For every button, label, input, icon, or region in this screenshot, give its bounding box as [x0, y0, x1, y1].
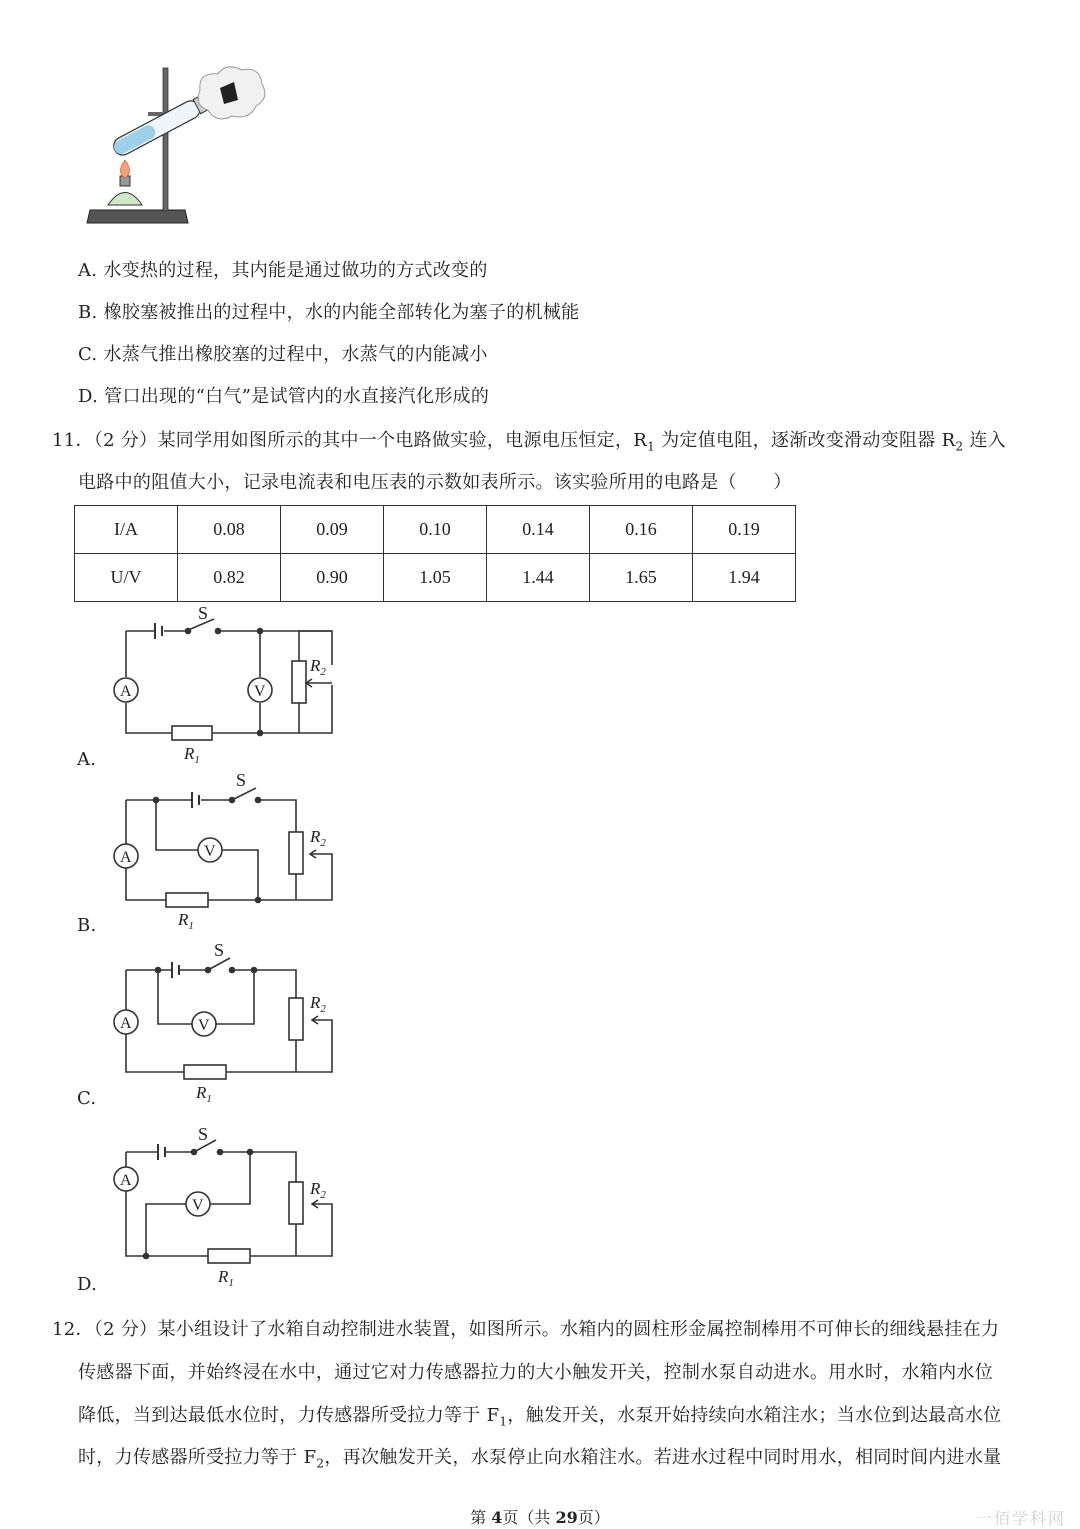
q12-text: 时，力传感器所受拉力等于 F [78, 1447, 317, 1468]
q12-stem-line-1: 12．（2 分）某小组设计了水箱自动控制进水装置，如图所示。水箱内的圆柱形金属控制棒用不可伸长的细线悬挂在力 [52, 1319, 1000, 1340]
page-footer [0, 1505, 1080, 1528]
q12-stem-line-3 [78, 1404, 1001, 1434]
option-c-label: C. [77, 1088, 97, 1109]
option-letter: A. [78, 260, 98, 281]
q10-option-b [78, 301, 579, 325]
r1-label: $R_1$ [178, 910, 194, 932]
r1-label: $R_1$ [184, 744, 200, 766]
table-cell: 0.90 [281, 554, 384, 602]
q11-stem-line-2: 电路中的阻值大小，记录电流表和电压表的示数如表所示。该实验所用的电路是（ ） [78, 472, 792, 493]
table-cell: 0.08 [178, 506, 281, 554]
subscript: 2 [316, 1456, 325, 1471]
circuit-diagram-c [100, 940, 350, 1105]
option-text: 橡胶塞被推出的过程中，水的内能全部转化为塞子的机械能 [103, 302, 580, 323]
q11-text: 连入 [963, 430, 1007, 451]
r1-label: $R_1$ [196, 1083, 212, 1105]
q12-stem-line-4 [78, 1446, 1001, 1476]
circuit-diagram-b [100, 772, 350, 934]
r2-label: $R_2$ [310, 1179, 326, 1201]
option-text: 水变热的过程，其内能是通过做功的方式改变的 [103, 260, 488, 281]
subscript: 1 [499, 1414, 508, 1429]
r2-label: $R_2$ [310, 656, 326, 678]
option-letter: B. [78, 302, 98, 323]
option-letter: D. [78, 386, 99, 407]
voltmeter-label: V [204, 843, 216, 860]
footer-text: 页） [577, 1508, 610, 1527]
option-text: 管口出现的“白气”是试管内的水直接汽化形成的 [104, 386, 490, 407]
q12-stem-line-2: 传感器下面，并始终浸在水中，通过它对力传感器拉力的大小触发开关，控制水泵自动进水。用水时，水箱内水位 [78, 1362, 993, 1383]
table-cell: 0.10 [384, 506, 487, 554]
q11-text: 11．（2 分）某同学用如图所示的其中一个电路做实验，电源电压恒定，R [52, 430, 648, 451]
q10-option-d [78, 385, 489, 409]
r2-label: $R_2$ [310, 993, 326, 1015]
voltmeter-label: V [192, 1197, 204, 1214]
table-cell: 0.82 [178, 554, 281, 602]
table-cell: 0.14 [487, 506, 590, 554]
watermark: 一佰学科网 [975, 1509, 1066, 1528]
subscript: 2 [955, 439, 964, 454]
switch-label: S [198, 605, 209, 623]
q12-text: ，触发开关，水泵开始持续向水箱注水；当水位到达最高水位 [507, 1405, 1002, 1426]
q10-option-c [78, 343, 488, 367]
page-number: 4 [491, 1508, 503, 1527]
q11-stem-line-1 [52, 429, 1006, 459]
current-voltage-table [74, 505, 796, 602]
subscript: 1 [647, 439, 656, 454]
table-cell: 1.94 [693, 554, 796, 602]
switch-label: S [214, 940, 225, 960]
footer-text: 页（共 [502, 1508, 556, 1527]
table-cell: 1.65 [590, 554, 693, 602]
table-cell: 1.44 [487, 554, 590, 602]
ammeter-label: A [120, 1015, 132, 1032]
voltmeter-label: V [198, 1017, 210, 1034]
r2-label: $R_2$ [310, 827, 326, 849]
table-row [75, 554, 796, 602]
ammeter-label: A [120, 849, 132, 866]
r1-label: $R_1$ [218, 1267, 234, 1287]
option-a-label: A. [77, 749, 97, 770]
ammeter-label: A [120, 1172, 132, 1189]
table-cell: 0.16 [590, 506, 693, 554]
row-header: I/A [75, 506, 178, 554]
switch-label: S [198, 1124, 209, 1144]
footer-text: 第 [470, 1508, 492, 1527]
q12-text: ，再次触发开关，水泵停止向水箱注水。若进水过程中同时用水，相同时间内进水量 [324, 1447, 1002, 1468]
q12-text: 降低，当到达最低水位时，力传感器所受拉力等于 F [78, 1405, 500, 1426]
ammeter-label: A [120, 683, 132, 700]
voltmeter-label: V [254, 683, 266, 700]
option-letter: C. [78, 344, 98, 365]
test-tube-heating-figure [70, 60, 270, 235]
table-cell: 0.09 [281, 506, 384, 554]
table-row [75, 506, 796, 554]
q11-text: 为定值电阻，逐渐改变滑动变阻器 R [655, 430, 956, 451]
table-cell: 1.05 [384, 554, 487, 602]
circuit-diagram-d [100, 1122, 350, 1287]
option-b-label: B. [77, 915, 97, 936]
page-total: 29 [555, 1508, 578, 1527]
circuit-diagram-a [100, 605, 350, 767]
row-header: U/V [75, 554, 178, 602]
option-text: 水蒸气推出橡胶塞的过程中，水蒸气的内能减小 [103, 344, 488, 365]
switch-label: S [236, 772, 247, 790]
option-d-label: D. [77, 1274, 98, 1295]
q10-option-a [78, 259, 488, 283]
table-cell: 0.19 [693, 506, 796, 554]
